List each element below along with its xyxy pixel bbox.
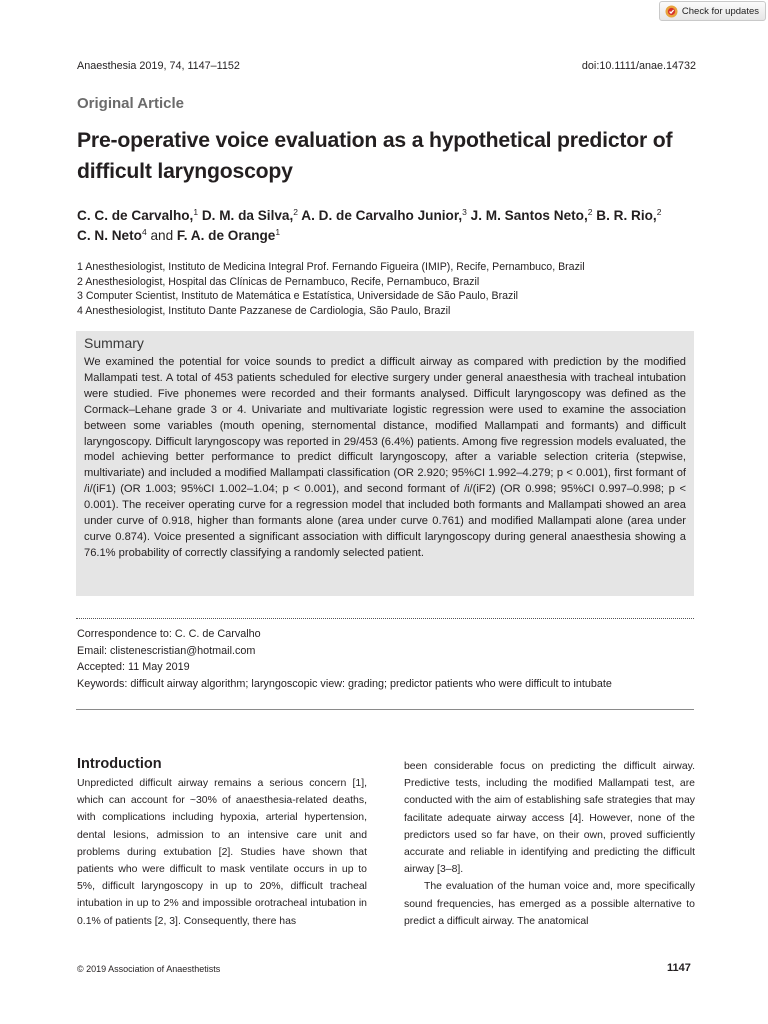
page-number: 1147: [667, 962, 691, 974]
affiliation-marker: 2: [293, 207, 298, 217]
doi-link[interactable]: doi:10.1111/anae.14732: [581, 60, 696, 72]
affiliations: [77, 260, 697, 318]
accepted-date: Accepted: 11 May 2019: [77, 661, 190, 674]
introduction-left-column: [77, 775, 367, 930]
summary-heading: Summary: [84, 335, 144, 351]
journal-reference: Anaesthesia 2019, 74, 1147–1152: [77, 60, 240, 72]
keywords: Keywords: difficult airway algorithm; laryngoscopic view: grading; predictor patients who were difficult to intubate: [77, 677, 612, 690]
affiliation-marker: 2: [656, 207, 662, 217]
summary-text: We examined the potential for voice sounds to predict a difficult airway as compared with prediction by the modified Mallampati test. A total of 453 patients scheduled for elective surgery under general anaesthesia with tracheal intubation were studied. Five phonemes were recorded and their formants analysed. Difficult laryngoscopy was defined as the Cormack–Lehane grade 3 or 4. Univariate and multivariate logistic regression were used to examine the association between some variables (mouth opening, sternomental distance, modified Mallampati and formants) and difficult laryngoscopy. Difficult laryngoscopy was reported in 29/453 (6.4%) patients. Among five regression models evaluated, the model achieving better performance to predict difficult laryngoscopy, after a variable selection criteria (stepwise, multivariate) and included a modified Mallampati classification (OR 2.920; 95%CI 1.992–4.279; p < 0.001), first formant of /i/(iF1) (OR 1.003; 95%CI 1.002–1.04; p < 0.001), and second formant of /i/(iF2) (OR 0.998; 95%CI 0.997–0.998; p < 0.001). The receiver operating curve for a regression model that included both formants and Mallampati showed an area under curve of 0.918, higher than formants alone (area under curve 0.761) and modified Mallampati alone (area under curve 0.874). Voice presented a significant association with difficult laryngoscopy during general anaesthesia showing a 76.1% probability of correctly classifying a randomly selected patient.: [84, 356, 686, 559]
check-for-updates-icon: [665, 5, 678, 18]
paragraph: Unpredicted difficult airway remains a serious concern [1], which can account for ~30% of anaesthesia-related deaths, with complications including hypoxia, arterial hypertension, dental lesions, admission to an intensive care unit and problems during extubation [2]. Studies have shown that patients who were difficult to mask ventilate occurs in up to 5%, difficult laryngoscopy in up to 20%, difficult tracheal intubation in up to 2% and impossible orotracheal intubation in 0.1% of patients [2, 3]. Consequently, there has: [77, 778, 367, 927]
section-divider: [76, 709, 694, 710]
affiliation: 3 Computer Scientist, Instituto de Matemática e Estatística, Universidade de São Paulo, Brazil: [77, 290, 519, 302]
check-for-updates-button[interactable]: [659, 1, 766, 21]
check-for-updates-label: Check for updates: [681, 5, 759, 17]
affiliation-marker: 4: [141, 227, 147, 237]
author-name: B. R. Rio,: [592, 208, 657, 223]
copyright-notice: © 2019 Association of Anaesthetists: [77, 964, 221, 974]
correspondence-author: Correspondence to: C. C. de Carvalho: [77, 628, 261, 640]
introduction-right-column: [404, 758, 695, 930]
correspondence-email[interactable]: Email: clistenescristian@hotmail.com: [77, 644, 256, 657]
introduction-heading: Introduction: [77, 756, 162, 772]
author-name: J. M. Santos Neto,: [466, 208, 588, 223]
paragraph: The evaluation of the human voice and, more specifically sound frequencies, has emerged as a possible alternative to predict a difficult airway. The anatomical: [404, 881, 695, 927]
paragraph: been considerable focus on predicting the difficult airway. Predictive tests, including the modified Mallampati test, are conducted with the aim of establishing safe strategies that may facilitate adequate airway access [4]. However, none of the predictors used so far have, on their own, proved sufficiently accurate and reliable in identifying and predicting the difficult airway [3–8].: [404, 761, 695, 876]
affiliation: 2 Anesthesiologist, Hospital das Clínicas de Pernambuco, Recife, Pernambuco, Brazil: [77, 275, 480, 288]
author-name: A. D. de Carvalho Junior,: [298, 208, 463, 223]
author-name: D. M. da Silva,: [198, 208, 294, 223]
article-title: Pre-operative voice evaluation as a hypothetical predictor of difficult laryngoscopy: [77, 129, 673, 183]
correspondence-block: [77, 626, 697, 692]
article-type: Original Article: [77, 95, 184, 112]
author-list: [77, 206, 697, 246]
author-conjunction: and: [146, 228, 177, 243]
author-name: C. C. de Carvalho,: [77, 208, 194, 223]
affiliation-marker: 1: [275, 227, 281, 237]
author-name: C. N. Neto: [77, 228, 142, 243]
affiliation-marker: 3: [462, 207, 467, 217]
affiliation: 1 Anesthesiologist, Instituto de Medicina Integral Prof. Fernando Figueira (IMIP), Recife, Pernambuco, Brazil: [77, 261, 585, 273]
affiliation-marker: 2: [587, 207, 593, 217]
dotted-divider: [76, 618, 694, 619]
author-name: F. A. de Orange: [176, 228, 276, 243]
affiliation-marker: 1: [193, 207, 199, 217]
affiliation: 4 Anesthesiologist, Instituto Dante Pazzanese de Cardiologia, São Paulo, Brazil: [77, 304, 451, 317]
